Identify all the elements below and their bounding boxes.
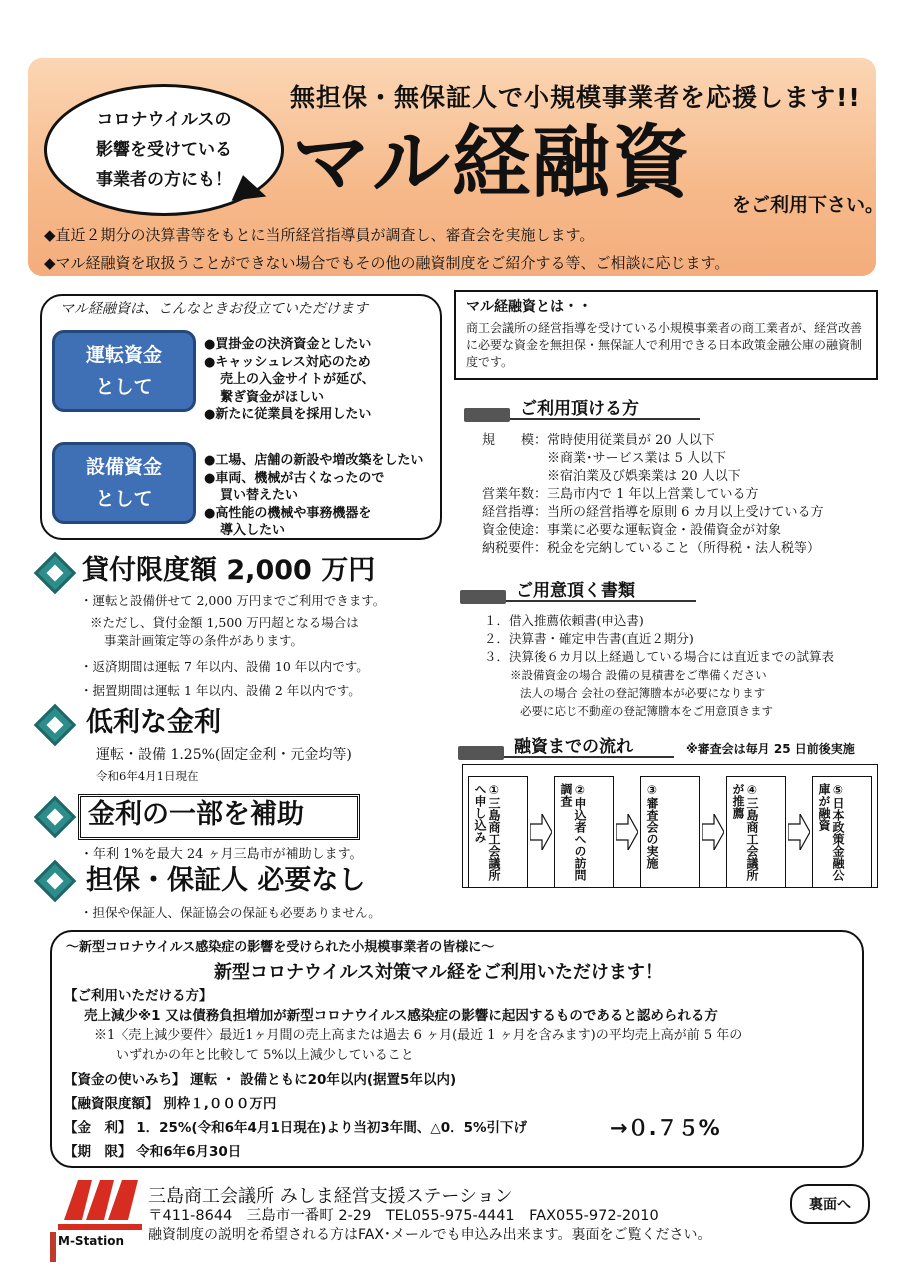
covid-line: いずれかの年と比較して 5%以上減少していること bbox=[116, 1048, 414, 1063]
list-item: 資金使途：事業に必要な運転資金・設備資金が対象 bbox=[482, 523, 782, 538]
list-item: ※ただし、貸付金額 1,500 万円超となる場合は bbox=[90, 615, 359, 630]
eligibility-heading-text: ご利用頂ける方 bbox=[520, 399, 639, 419]
flow-arrow-icon bbox=[788, 814, 810, 850]
m-station-logo-icon bbox=[58, 1172, 142, 1264]
limit-title: 貸付限度額 2,000 万円 bbox=[82, 555, 376, 586]
equipment-capital-badge bbox=[52, 442, 196, 524]
bubble-line: 事業者の方にも！ bbox=[96, 170, 232, 190]
footer-org: 三島商工会議所 みしま経営支援ステーション bbox=[148, 1186, 513, 1207]
list-item: 導入したい bbox=[220, 523, 286, 538]
logo-text: M-Station bbox=[58, 1234, 125, 1248]
list-item: 経営指導：当所の経営指導を原則 6 カ月以上受けている方 bbox=[482, 505, 824, 520]
list-item: ●新たに従業員を採用したい bbox=[204, 407, 372, 422]
diamond-icon bbox=[34, 796, 76, 838]
diamond-icon bbox=[34, 552, 76, 594]
definition-text: 商工会議所の経営指導を受けている小規模事業者の商工業者が、経営改善に必要な資金を無担保・無保証人で利用できる日本政策金融公庫の融資制度です。 bbox=[466, 321, 863, 369]
list-item: 買い替えたい bbox=[220, 488, 299, 503]
list-item: ●高性能の機械や事務機器を bbox=[204, 505, 372, 521]
eligibility-heading bbox=[464, 394, 874, 420]
title-suffix: をご利用下さい。 bbox=[732, 194, 885, 216]
flow-step-text: ③審査会の実施 bbox=[645, 783, 659, 869]
list-item: ●買掛金の決済資金としたい bbox=[204, 337, 372, 352]
rate-line: 運転・設備 1.25%(固定金利・元金均等) bbox=[96, 747, 352, 763]
rate-date: 令和6年4月1日現在 bbox=[96, 769, 199, 783]
red-tag bbox=[50, 1232, 56, 1262]
flow-step-2 bbox=[554, 776, 614, 888]
flow-step-text: ④三島商工会議所が推薦 bbox=[731, 783, 759, 881]
covid-title: 新型コロナウイルス対策マル経をご利用いただけます！ bbox=[214, 962, 663, 983]
covid-line: 【資金の使いみち】 運転 ・ 設備ともに20年以内(据置5年以内) bbox=[64, 1072, 457, 1088]
diamond-icon bbox=[34, 860, 76, 902]
list-item: ・運転と設備併せて 2,000 万円までご利用できます。 bbox=[80, 593, 386, 608]
list-item: ２．決算書・確定申告書(直近２期分) bbox=[484, 631, 694, 646]
flow-arrow-icon bbox=[616, 814, 638, 850]
flow-step-text: ⑤日本政策金融公庫が融資 bbox=[817, 783, 845, 881]
list-item: 規 模：常時使用従業員が 20 人以下 bbox=[482, 433, 715, 448]
covid-line: 【金 利】 1．25%(令和6年4月1日現在)より当初3年間、△0．5%引下げ bbox=[64, 1120, 528, 1136]
header-note: ◆直近２期分の決算書等をもとに当所経営指導員が調査し、審査会を実施します。 bbox=[44, 226, 595, 244]
definition-title: マル経融資とは・・ bbox=[466, 299, 592, 315]
limit-lines bbox=[80, 592, 385, 700]
documents-heading-text: ご用意頂く書類 bbox=[516, 581, 635, 601]
flow-arrow-icon bbox=[530, 814, 552, 850]
header-note: ◆マル経融資を取扱うことができない場合でもその他の融資制度をご紹介する等、ご相談に応じます。 bbox=[44, 254, 730, 272]
flow-step-5 bbox=[812, 776, 872, 888]
list-item: 事業計画策定等の条件があります。 bbox=[104, 633, 304, 648]
list-item: 法人の場合 会社の登記簿謄本が必要になります bbox=[520, 686, 766, 700]
bubble-line: コロナウイルスの bbox=[96, 110, 232, 130]
subsidy-line: ・年利 1%を最大 24 ヶ月三島市が補助します。 bbox=[80, 847, 363, 862]
list-item: ３．決算後６カ月以上経過している場合には直近までの試算表 bbox=[484, 649, 835, 664]
list-item: ※宿泊業及び娯楽業は 20 人以下 bbox=[482, 469, 741, 484]
badge-label: 運転資金 bbox=[85, 344, 162, 366]
headline: 無担保・無保証人で小規模事業者を応援します!! bbox=[290, 83, 861, 112]
list-item: 繋ぎ資金がほしい bbox=[220, 389, 325, 405]
flow-step-1 bbox=[468, 776, 528, 888]
diamond-icon bbox=[34, 704, 76, 746]
flow-step-4 bbox=[726, 776, 786, 888]
flow-note: ※審査会は毎月 25 日前後実施 bbox=[686, 742, 855, 756]
back-side-button[interactable]: 裏面へ bbox=[790, 1184, 870, 1224]
list-item: ※商業･サービス業は 5 人以下 bbox=[482, 451, 727, 466]
flow-step-3 bbox=[640, 776, 700, 888]
covid-line: 【ご利用いただける方】 bbox=[64, 988, 213, 1004]
flow-arrow-icon bbox=[702, 814, 724, 850]
list-item: ●キャッシュレス対応のため bbox=[204, 354, 371, 370]
subsidy-title: 金利の一部を補助 bbox=[88, 799, 304, 830]
working-capital-list bbox=[204, 336, 375, 424]
list-item: ・据置期間は運転 1 年以内、設備 2 年以内です。 bbox=[80, 683, 361, 698]
useful-title: マル経融資は、こんなときお役立ていただけます bbox=[60, 301, 368, 317]
collateral-title: 担保・保証人 必要なし bbox=[86, 865, 366, 896]
list-item: ・返済期間は運転 7 年以内、設備 10 年以内です。 bbox=[80, 659, 369, 674]
list-item: 営業年数：三島市内で 1 年以上営業している方 bbox=[482, 487, 759, 502]
covid-rate: →０.７５% bbox=[610, 1116, 720, 1140]
footer-address: 〒411-8644 三島市一番町 2-29 TEL055-975-4441 FAX055-972-2010 bbox=[148, 1208, 659, 1224]
rate-title: 低利な金利 bbox=[86, 707, 221, 738]
documents-heading bbox=[460, 576, 870, 602]
badge-label: として bbox=[95, 376, 153, 398]
badge-label: として bbox=[95, 488, 153, 510]
list-item: 必要に応じ不動産の登記簿謄本をご用意頂きます bbox=[520, 704, 773, 718]
main-title: マル経融資 bbox=[292, 118, 693, 208]
covid-line: 【融資限度額】 別枠１,０００万円 bbox=[64, 1096, 277, 1112]
flow-heading-text: 融資までの流れ bbox=[514, 737, 633, 757]
documents-list bbox=[484, 612, 834, 720]
equipment-capital-list bbox=[204, 452, 423, 540]
footer-note: 融資制度の説明を希望される方はFAX･メールでも申込み出来ます。裏面をご覧ください。 bbox=[148, 1227, 712, 1243]
working-capital-badge bbox=[52, 330, 196, 412]
covid-line: ※1〈売上減少要件〉最近1ヶ月間の売上高または過去 6 ヶ月(最近 1 ヶ月を含みます)の平均売上高が前 5 年の bbox=[94, 1028, 743, 1043]
list-item: 売上の入金サイトが延び、 bbox=[220, 372, 375, 387]
covid-line: 売上減少※1 又は債務負担増加が新型コロナウイルス感染症の影響に起因するものであると認められる方 bbox=[84, 1008, 718, 1024]
list-item: 納税要件：税金を完納していること（所得税・法人税等） bbox=[482, 541, 821, 556]
flow-step-text: ①三島商工会議所へ申し込み bbox=[473, 783, 501, 881]
covid-subtitle: ～新型コロナウイルス感染症の影響を受けられた小規模事業者の皆様に～ bbox=[66, 940, 495, 955]
flow-step-text: ②申込者への訪問調査 bbox=[559, 783, 587, 881]
list-item: １．借入推薦依頼書(申込書) bbox=[484, 613, 644, 628]
list-item: ●工場、店舗の新設や増改築をしたい bbox=[204, 453, 424, 468]
list-item: ●車両、機械が古くなったので bbox=[204, 470, 385, 486]
bubble-line: 影響を受けている bbox=[96, 140, 232, 160]
list-item: ※設備資金の場合 設備の見積書をご準備ください bbox=[510, 668, 767, 682]
eligibility-list bbox=[482, 432, 824, 558]
covid-line: 【期 限】 令和6年6月30日 bbox=[64, 1144, 242, 1160]
collateral-line: ・担保や保証人、保証協会の保証も必要ありません。 bbox=[80, 905, 381, 920]
badge-label: 設備資金 bbox=[85, 456, 162, 478]
